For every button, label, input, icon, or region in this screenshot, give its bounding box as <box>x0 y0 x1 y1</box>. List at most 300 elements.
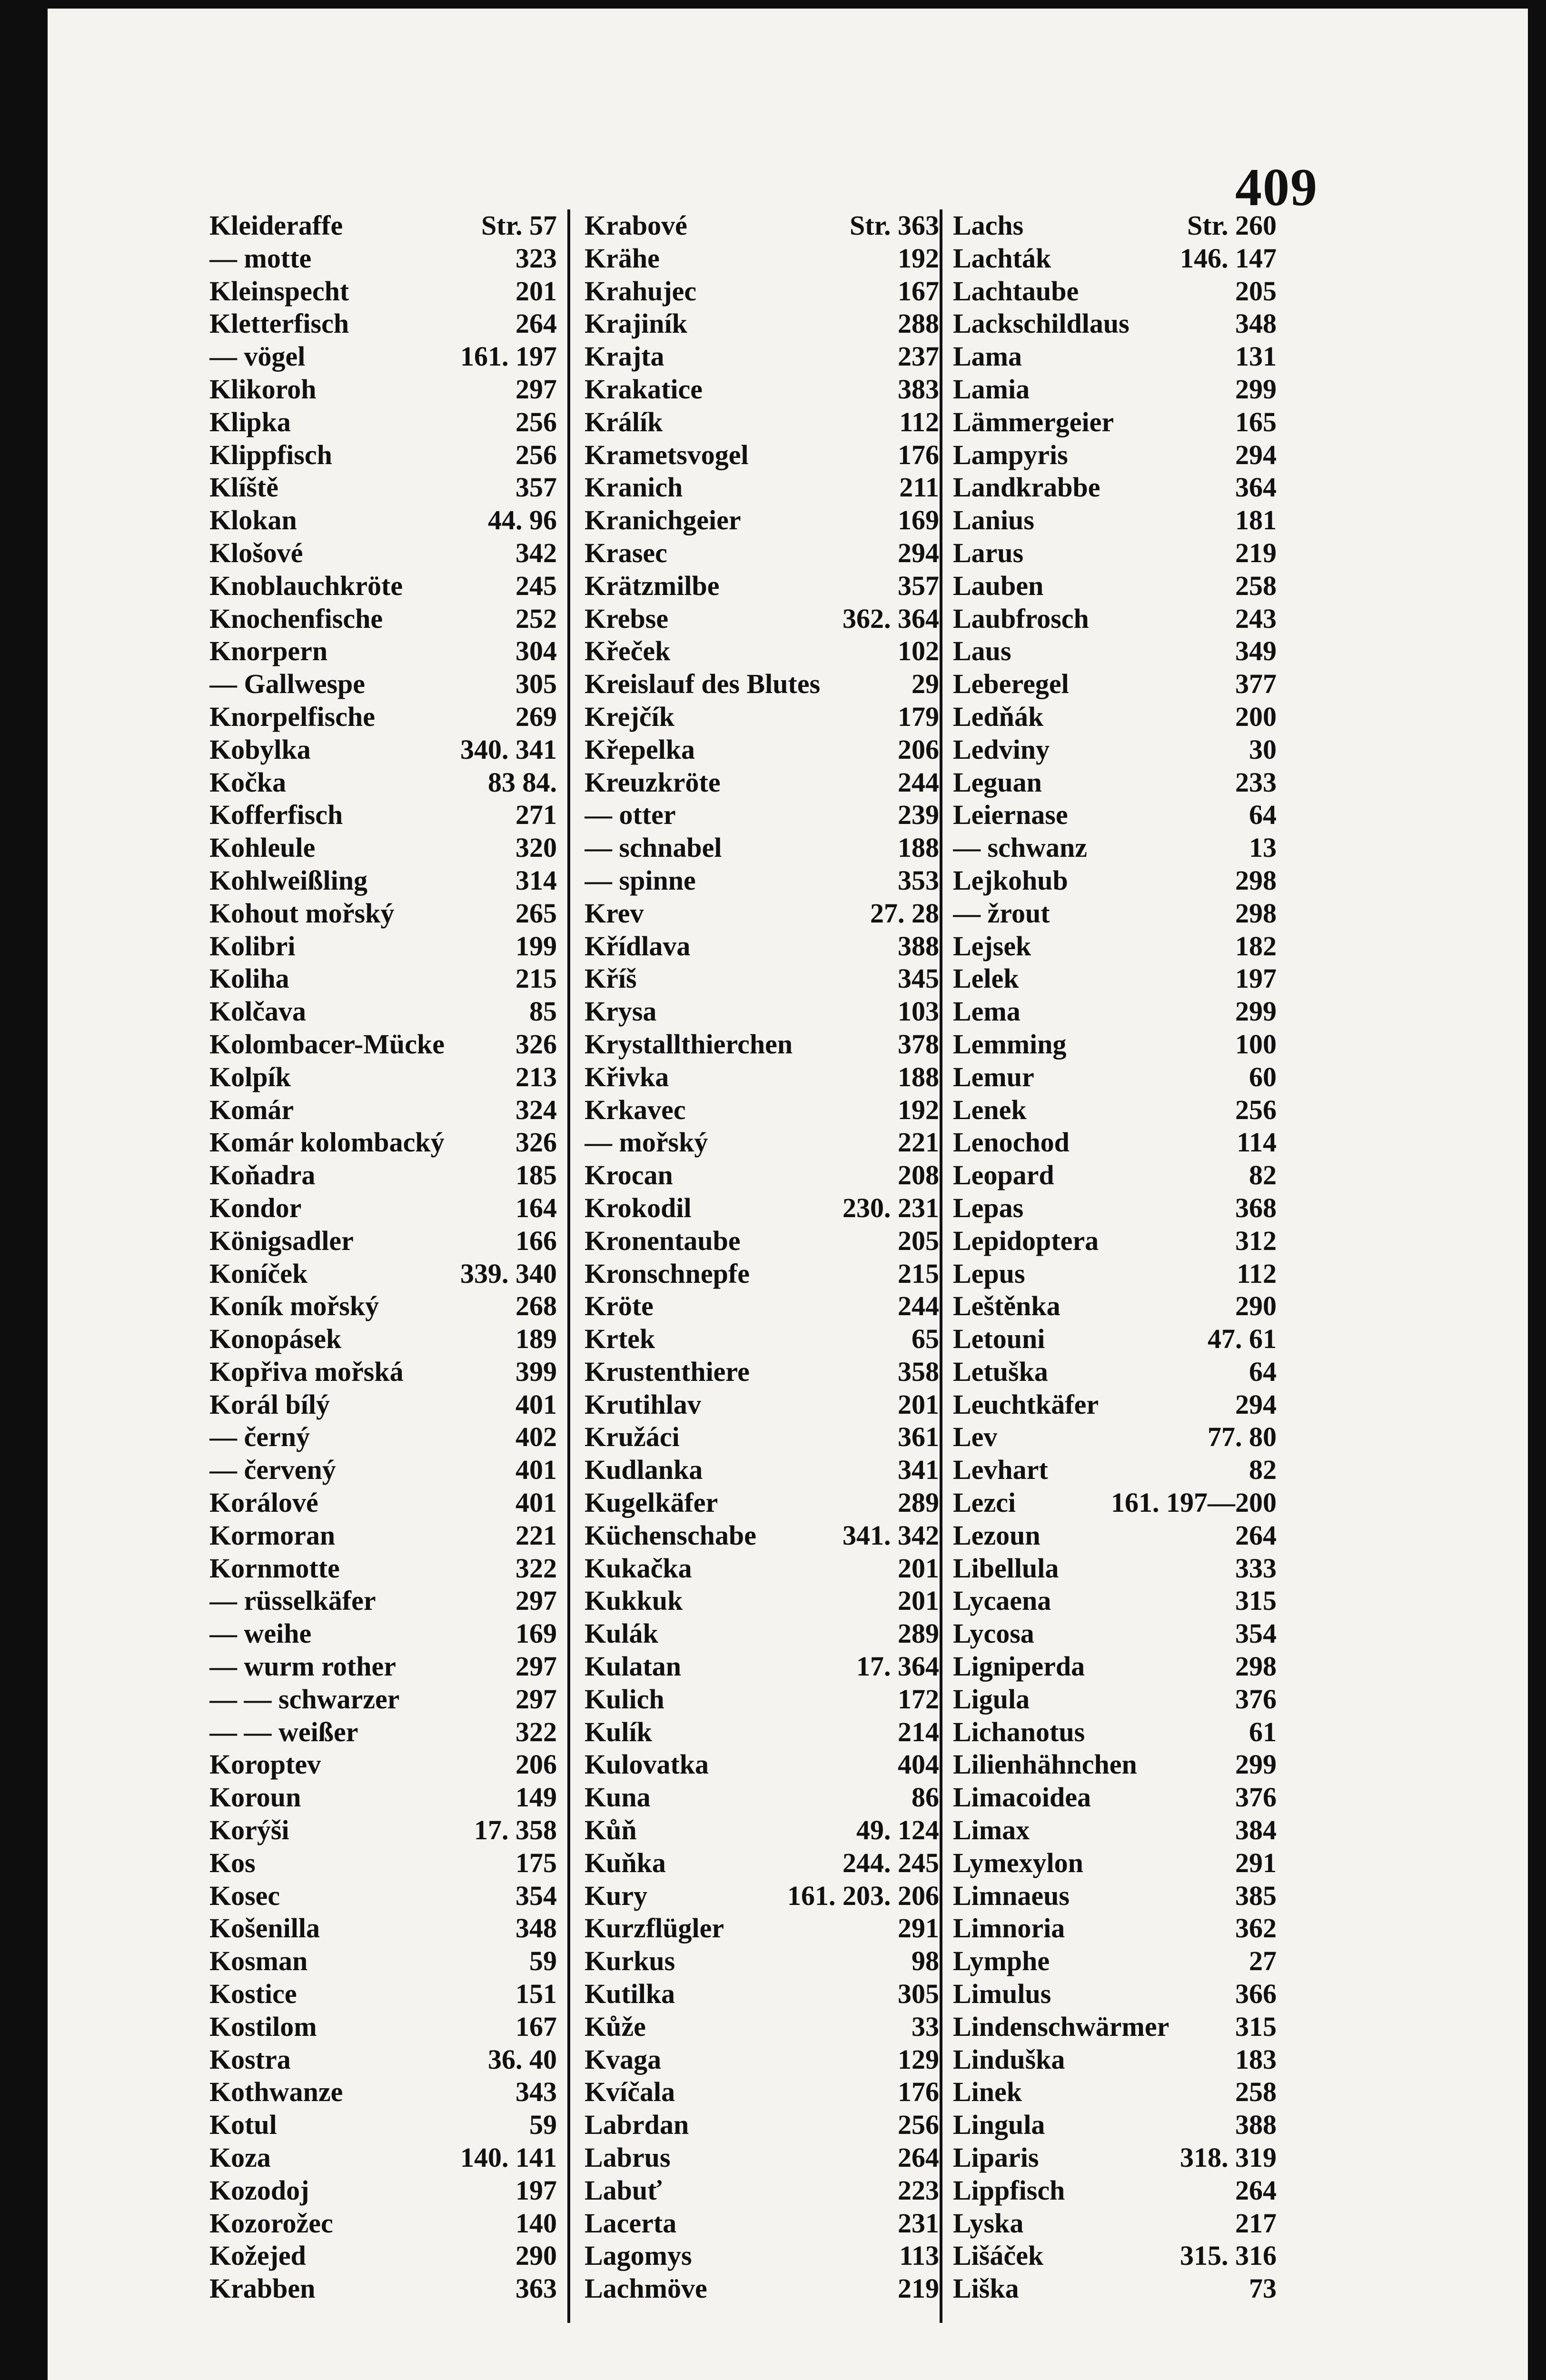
entry-term: Lycaena <box>953 1585 1051 1616</box>
index-entry <box>585 1880 939 1913</box>
index-entry <box>209 635 557 668</box>
entry-page-ref: 176 <box>898 2076 939 2108</box>
entry-term: Krätzmilbe <box>585 570 720 601</box>
index-entry <box>585 1094 939 1127</box>
index-entry <box>953 766 1277 799</box>
entry-page-ref: 59 <box>529 1945 557 1977</box>
entry-term: Kostra <box>209 2043 291 2075</box>
index-entry <box>953 1258 1277 1290</box>
index-entry <box>953 1978 1277 2011</box>
entry-page-ref: 349 <box>1235 635 1277 667</box>
entry-term: Kříš <box>585 963 637 994</box>
entry-page-ref: 233 <box>1235 766 1277 798</box>
entry-page-ref: 188 <box>898 1061 939 1092</box>
index-entry <box>209 1912 557 1945</box>
entry-term: Krähe <box>585 242 660 274</box>
entry-term: Krysa <box>585 996 657 1027</box>
entry-term: Krahujec <box>585 275 697 307</box>
entry-term: Klikoroh <box>209 373 317 405</box>
index-entry <box>953 995 1277 1028</box>
entry-page-ref: 258 <box>1235 2076 1277 2108</box>
entry-page-ref: 49. 124 <box>856 1815 939 1846</box>
entry-term: — černý <box>209 1421 310 1453</box>
entry-term: Krejčík <box>585 701 674 732</box>
index-entry <box>953 2142 1277 2174</box>
index-entry <box>585 209 939 242</box>
entry-term: Lejkohub <box>953 864 1068 896</box>
entry-page-ref: 33 <box>912 2011 939 2042</box>
entry-page-ref: 264 <box>1235 1519 1277 1551</box>
entry-term: — wurm rother <box>209 1651 396 1682</box>
entry-page-ref: 27 <box>1249 1945 1277 1977</box>
index-entry <box>585 439 939 472</box>
entry-term: Krabben <box>209 2273 316 2304</box>
entry-page-ref: 217 <box>1235 2207 1277 2239</box>
entry-term: Krametsvogel <box>585 439 749 470</box>
index-entry <box>953 2011 1277 2043</box>
entry-term: Kolčava <box>209 996 306 1027</box>
index-entry <box>209 242 557 275</box>
entry-term: Klipka <box>209 406 291 437</box>
index-entry <box>953 1847 1277 1880</box>
entry-page-ref: 205 <box>898 1225 939 1256</box>
entry-page-ref: 388 <box>898 930 939 962</box>
index-entry <box>209 504 557 537</box>
entry-term: — otter <box>585 799 676 831</box>
entry-term: Letuška <box>953 1356 1048 1387</box>
entry-term: Lanius <box>953 505 1034 536</box>
entry-term: — motte <box>209 242 312 274</box>
index-entry <box>209 1519 557 1552</box>
index-entry <box>585 1225 939 1258</box>
entry-page-ref: 341. 342 <box>842 1519 939 1551</box>
index-entry <box>209 2011 557 2043</box>
entry-term: — — schwarzer <box>209 1683 400 1715</box>
entry-term: Krakatice <box>585 373 703 405</box>
entry-page-ref: 167 <box>898 275 939 307</box>
index-entry <box>585 1028 939 1061</box>
entry-term: Kos <box>209 1847 256 1878</box>
index-column-2 <box>585 209 939 2305</box>
index-entry <box>585 1192 939 1225</box>
entry-term: Lacerta <box>585 2207 677 2239</box>
entry-page-ref: 13 <box>1249 832 1277 863</box>
entry-term: — schnabel <box>585 832 722 863</box>
index-entry <box>585 307 939 340</box>
index-entry <box>585 1126 939 1159</box>
entry-term: Kugelkäfer <box>585 1487 718 1518</box>
entry-term: Ligula <box>953 1683 1030 1715</box>
index-entry <box>585 471 939 504</box>
entry-page-ref: 179 <box>898 701 939 732</box>
entry-page-ref: 298 <box>1235 864 1277 896</box>
entry-page-ref: 289 <box>898 1618 939 1649</box>
entry-page-ref: 197 <box>515 2174 557 2206</box>
entry-page-ref: 383 <box>898 373 939 405</box>
entry-page-ref: 167 <box>515 2011 557 2042</box>
entry-page-ref: 353 <box>898 864 939 896</box>
index-entry <box>209 1945 557 1978</box>
index-entry <box>209 537 557 570</box>
entry-term: Lachtaube <box>953 275 1079 307</box>
index-entry <box>585 995 939 1028</box>
entry-page-ref: 60 <box>1249 1061 1277 1092</box>
entry-page-ref: 297 <box>515 1585 557 1616</box>
entry-term: Küchenschabe <box>585 1519 756 1551</box>
index-entry <box>953 1356 1277 1388</box>
index-entry <box>585 1748 939 1781</box>
index-entry <box>209 2043 557 2076</box>
entry-page-ref: 256 <box>515 406 557 437</box>
index-entry <box>585 537 939 570</box>
entry-page-ref: 27. 28 <box>870 897 939 929</box>
entry-page-ref: 401 <box>515 1454 557 1486</box>
index-entry <box>953 962 1277 995</box>
entry-page-ref: 192 <box>898 1094 939 1125</box>
entry-term: Kuna <box>585 1782 651 1813</box>
entry-page-ref: 366 <box>1235 1978 1277 2010</box>
entry-page-ref: 47. 61 <box>1208 1323 1277 1355</box>
entry-page-ref: 265 <box>515 897 557 929</box>
entry-page-ref: 244 <box>898 766 939 798</box>
index-entry <box>953 701 1277 734</box>
index-entry <box>209 2174 557 2207</box>
entry-page-ref: 214 <box>898 1716 939 1747</box>
entry-page-ref: 215 <box>898 1258 939 1289</box>
entry-term: Labrus <box>585 2142 671 2173</box>
entry-term: Kronschnepfe <box>585 1258 750 1289</box>
entry-page-ref: 368 <box>1235 1192 1277 1223</box>
index-entry <box>953 1159 1277 1192</box>
entry-page-ref: 237 <box>898 341 939 372</box>
index-entry <box>953 1225 1277 1258</box>
entry-page-ref: 151 <box>515 1978 557 2010</box>
entry-page-ref: 245 <box>515 570 557 601</box>
entry-page-ref: 164 <box>515 1192 557 1223</box>
entry-page-ref: 36. 40 <box>488 2043 557 2075</box>
index-entry <box>585 1650 939 1683</box>
entry-term: Koroptev <box>209 1749 321 1780</box>
index-entry <box>585 2076 939 2109</box>
entry-term: Larus <box>953 537 1024 568</box>
entry-term: Kreislauf des Blutes <box>585 668 821 700</box>
entry-term: Lycosa <box>953 1618 1034 1649</box>
entry-page-ref: 161. 197 <box>460 341 557 372</box>
entry-page-ref: 298 <box>1235 897 1277 929</box>
entry-term: Knochenfische <box>209 603 383 634</box>
entry-page-ref: 401 <box>515 1388 557 1420</box>
entry-page-ref: 140. 141 <box>460 2142 557 2173</box>
entry-page-ref: 320 <box>515 832 557 863</box>
entry-page-ref: 357 <box>898 570 939 601</box>
entry-term: Kožejed <box>209 2240 306 2271</box>
entry-page-ref: 140 <box>515 2207 557 2239</box>
entry-page-ref: 17. 358 <box>474 1815 557 1846</box>
entry-page-ref: 113 <box>899 2240 939 2271</box>
entry-term: Krasec <box>585 537 667 568</box>
entry-term: Krtek <box>585 1323 655 1355</box>
index-entry <box>585 1061 939 1094</box>
entry-term: Koza <box>209 2142 271 2173</box>
entry-page-ref: 290 <box>515 2240 557 2271</box>
entry-term: Kukkuk <box>585 1585 683 1616</box>
index-entry <box>953 668 1277 701</box>
entry-page-ref: 183 <box>1235 2043 1277 2075</box>
entry-term: Kukačka <box>585 1552 692 1584</box>
entry-page-ref: 304 <box>515 635 557 667</box>
entry-term: Lejsek <box>953 930 1031 962</box>
entry-page-ref: 297 <box>515 1683 557 1715</box>
entry-term: Lezoun <box>953 1519 1041 1551</box>
entry-page-ref: 290 <box>1235 1290 1277 1322</box>
index-entry <box>209 603 557 635</box>
entry-page-ref: 215 <box>515 963 557 994</box>
entry-term: Lippfisch <box>953 2174 1065 2206</box>
index-entry <box>585 1552 939 1585</box>
entry-page-ref: 221 <box>515 1519 557 1551</box>
index-entry <box>585 406 939 439</box>
index-entry <box>953 1519 1277 1552</box>
index-entry <box>585 1290 939 1323</box>
index-entry <box>209 864 557 897</box>
entry-page-ref: 322 <box>515 1552 557 1584</box>
index-entry <box>585 668 939 701</box>
index-entry <box>953 2043 1277 2076</box>
index-entry <box>585 1781 939 1814</box>
index-entry <box>585 2109 939 2142</box>
entry-term: Kleinspecht <box>209 275 349 307</box>
entry-page-ref: 305 <box>515 668 557 700</box>
index-entry <box>209 1716 557 1749</box>
entry-term: Kurkus <box>585 1945 675 1977</box>
index-entry <box>953 1683 1277 1716</box>
entry-page-ref: 219 <box>898 2273 939 2304</box>
index-entry <box>585 1454 939 1487</box>
entry-term: Kobylka <box>209 734 311 765</box>
entry-term: Klošové <box>209 537 303 568</box>
entry-page-ref: 364 <box>1235 472 1277 503</box>
index-entry <box>209 1192 557 1225</box>
entry-term: Krystallthierchen <box>585 1028 793 1060</box>
entry-page-ref: 258 <box>1235 570 1277 601</box>
entry-term: — vögel <box>209 341 306 372</box>
entry-page-ref: 201 <box>898 1585 939 1616</box>
entry-term: Křivka <box>585 1061 669 1092</box>
entry-page-ref: 85 <box>529 996 557 1027</box>
entry-page-ref: 59 <box>529 2109 557 2141</box>
index-entry <box>585 2240 939 2272</box>
entry-term: Lingula <box>953 2109 1045 2141</box>
entry-term: Letouni <box>953 1323 1045 1355</box>
entry-page-ref: 376 <box>1235 1782 1277 1813</box>
index-entry <box>209 701 557 734</box>
index-entry <box>585 1487 939 1519</box>
entry-term: Kolpík <box>209 1061 291 1092</box>
entry-term: Lama <box>953 341 1022 372</box>
index-entry <box>953 1748 1277 1781</box>
entry-page-ref: 230. 231 <box>842 1192 939 1223</box>
index-entry <box>209 1126 557 1159</box>
entry-page-ref: 385 <box>1235 1880 1277 1911</box>
index-entry <box>953 1094 1277 1127</box>
index-entry <box>953 439 1277 472</box>
entry-page-ref: 129 <box>898 2043 939 2075</box>
entry-page-ref: 223 <box>898 2174 939 2206</box>
entry-term: Křídlava <box>585 930 691 962</box>
entry-page-ref: 83 84. <box>488 766 557 798</box>
entry-term: Kružáci <box>585 1421 680 1453</box>
index-entry <box>953 1454 1277 1487</box>
index-entry <box>585 2043 939 2076</box>
entry-term: Lachmöve <box>585 2273 707 2304</box>
entry-term: Kulovatka <box>585 1749 709 1780</box>
entry-term: Komár kolombacký <box>209 1127 445 1158</box>
entry-page-ref: 341 <box>898 1454 939 1486</box>
entry-page-ref: 402 <box>515 1421 557 1453</box>
entry-term: Kornmotte <box>209 1552 340 1584</box>
index-entry <box>209 471 557 504</box>
entry-term: Kůň <box>585 1815 637 1846</box>
entry-page-ref: 86 <box>912 1782 939 1813</box>
entry-page-ref: 291 <box>898 1913 939 1944</box>
entry-term: Kranich <box>585 472 683 503</box>
index-entry <box>585 504 939 537</box>
entry-term: Kůže <box>585 2011 646 2042</box>
index-entry <box>953 2174 1277 2207</box>
index-entry <box>209 439 557 472</box>
index-entry <box>953 471 1277 504</box>
entry-term: Limacoidea <box>953 1782 1091 1813</box>
entry-term: Koroun <box>209 1782 301 1813</box>
entry-term: Lepidoptera <box>953 1225 1099 1256</box>
index-entry <box>209 373 557 406</box>
entry-page-ref: 288 <box>898 308 939 339</box>
entry-term: Kotul <box>209 2109 277 2141</box>
entry-term: Košenilla <box>209 1913 320 1944</box>
entry-page-ref: 297 <box>515 373 557 405</box>
index-entry <box>585 570 939 603</box>
entry-page-ref: 219 <box>1235 537 1277 568</box>
entry-page-ref: 305 <box>898 1978 939 2010</box>
entry-page-ref: 362. 364 <box>842 603 939 634</box>
entry-page-ref: 298 <box>1235 1651 1277 1682</box>
entry-term: Lämmergeier <box>953 406 1114 437</box>
index-entry <box>209 1880 557 1913</box>
entry-term: Ledňák <box>953 701 1044 732</box>
index-entry <box>953 864 1277 897</box>
entry-term: Kutilka <box>585 1978 675 2010</box>
index-entry <box>953 1323 1277 1356</box>
entry-page-ref: 188 <box>898 832 939 863</box>
entry-page-ref: 205 <box>1235 275 1277 307</box>
entry-term: — Gallwespe <box>209 668 366 700</box>
index-entry <box>209 1650 557 1683</box>
index-entry <box>209 766 557 799</box>
index-entry <box>209 209 557 242</box>
entry-term: Lindenschwärmer <box>953 2011 1169 2042</box>
entry-page-ref: 294 <box>1235 439 1277 470</box>
index-entry <box>209 307 557 340</box>
entry-term: Libellula <box>953 1552 1059 1584</box>
index-entry <box>585 1716 939 1749</box>
entry-page-ref: 357 <box>515 472 557 503</box>
index-entry <box>209 406 557 439</box>
entry-term: Komár <box>209 1094 294 1125</box>
index-entry <box>953 406 1277 439</box>
entry-term: Kvíčala <box>585 2076 675 2108</box>
index-entry <box>953 1487 1277 1519</box>
entry-page-ref: 264 <box>1235 2174 1277 2206</box>
entry-page-ref: 73 <box>1249 2273 1277 2304</box>
entry-term: Kozorožec <box>209 2207 333 2239</box>
entry-term: Lev <box>953 1421 998 1453</box>
entry-page-ref: 199 <box>515 930 557 962</box>
entry-page-ref: 161. 203. 206 <box>787 1880 939 1911</box>
entry-page-ref: 312 <box>1235 1225 1277 1256</box>
entry-term: Kulík <box>585 1716 652 1747</box>
index-entry <box>953 1781 1277 1814</box>
index-entry <box>585 766 939 799</box>
column-divider <box>567 209 570 2323</box>
entry-term: Kurzflügler <box>585 1913 724 1944</box>
entry-term: Limax <box>953 1815 1030 1846</box>
index-entry <box>953 1290 1277 1323</box>
entry-term: Kosman <box>209 1945 308 1977</box>
entry-term: Lymexylon <box>953 1847 1083 1878</box>
entry-term: Lepus <box>953 1258 1025 1289</box>
index-entry <box>209 832 557 864</box>
entry-term: Kothwanze <box>209 2076 343 2108</box>
entry-page-ref: 201 <box>898 1552 939 1584</box>
index-entry <box>953 1061 1277 1094</box>
index-entry <box>209 1814 557 1847</box>
entry-page-ref: 181 <box>1235 505 1277 536</box>
entry-page-ref: 231 <box>898 2207 939 2239</box>
entry-term: Lema <box>953 996 1021 1027</box>
index-entry <box>585 1323 939 1356</box>
entry-term: Krustenthiere <box>585 1356 750 1387</box>
index-entry <box>209 1617 557 1650</box>
index-entry <box>953 603 1277 635</box>
index-entry <box>585 340 939 373</box>
entry-term: Krocan <box>585 1160 673 1191</box>
index-entry <box>585 799 939 832</box>
entry-term: Krabové <box>585 210 687 241</box>
entry-page-ref: 114 <box>1237 1127 1277 1158</box>
entry-page-ref: 340. 341 <box>460 734 557 765</box>
entry-term: Lagomys <box>585 2240 692 2271</box>
entry-term: Kröte <box>585 1290 654 1322</box>
entry-term: Lichanotus <box>953 1716 1085 1747</box>
index-entry <box>953 2109 1277 2142</box>
index-entry <box>953 734 1277 766</box>
index-entry <box>953 1945 1277 1978</box>
index-entry <box>953 832 1277 864</box>
entry-page-ref: 388 <box>1235 2109 1277 2141</box>
entry-page-ref: 348 <box>1235 308 1277 339</box>
entry-term: Ledviny <box>953 734 1050 765</box>
entry-term: Lelek <box>953 963 1019 994</box>
index-entry <box>209 734 557 766</box>
index-entry <box>209 2272 557 2305</box>
entry-term: Koník mořský <box>209 1290 379 1322</box>
entry-term: Kvaga <box>585 2043 662 2075</box>
index-entry <box>209 1159 557 1192</box>
entry-page-ref: 77. 80 <box>1208 1421 1277 1453</box>
entry-term: Kofferfisch <box>209 799 343 831</box>
entry-page-ref: 244 <box>898 1290 939 1322</box>
entry-term: Linek <box>953 2076 1022 2108</box>
